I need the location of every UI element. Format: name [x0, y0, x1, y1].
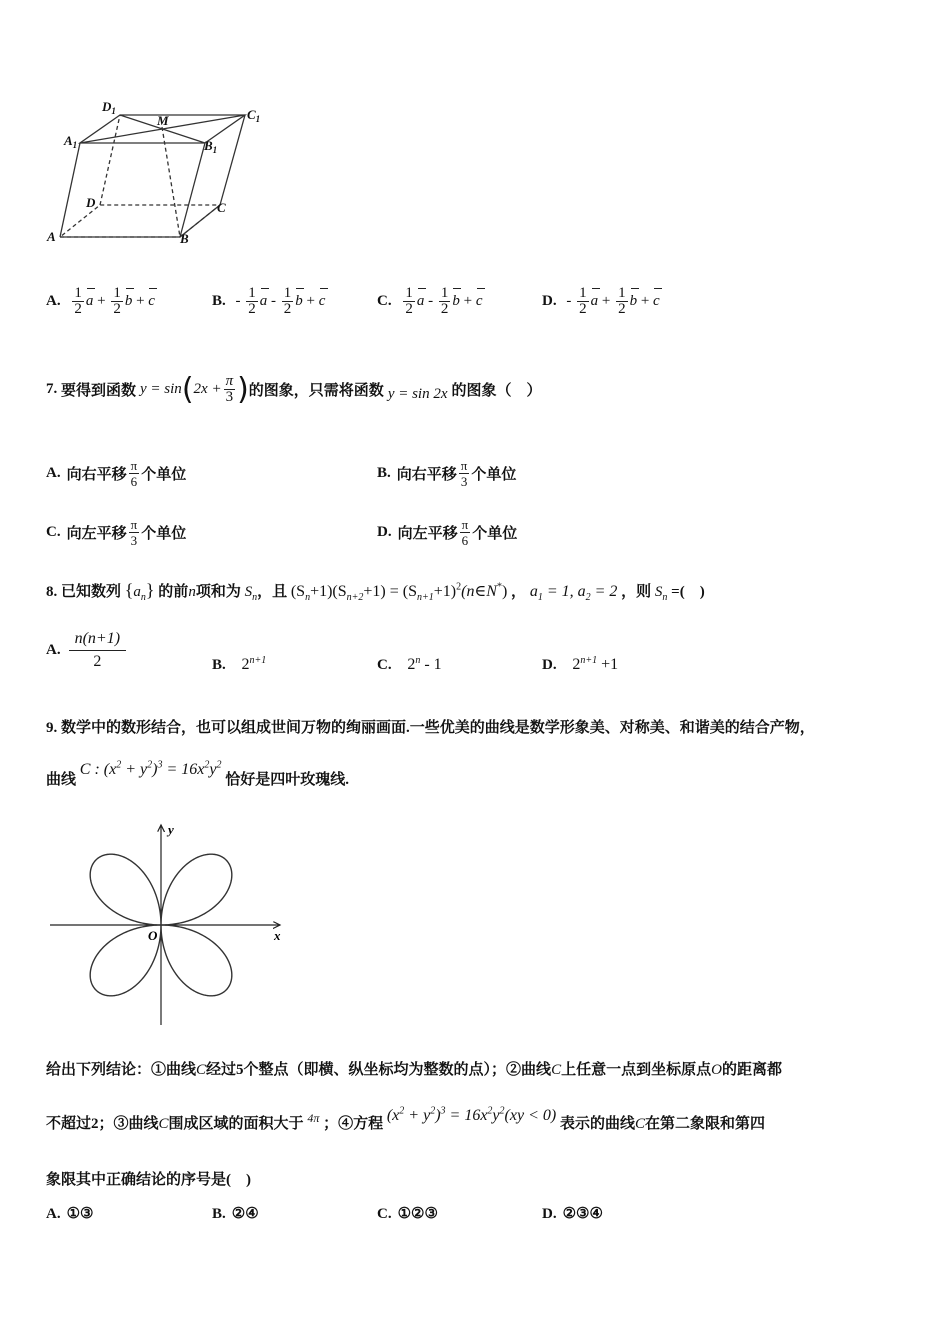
label-A: A	[47, 229, 56, 244]
q7-option-a[interactable]: A. 向右平移 $\frac{\pi}{6}$ 个单位	[46, 458, 187, 489]
q9-option-b[interactable]: B. ②④	[212, 1206, 259, 1222]
four-leaf-rose-figure	[48, 820, 298, 1030]
label-D: D	[86, 195, 96, 210]
q9-stem-line2: 曲线 C : $(x^2 + y^2)^3 = 16x^2y^2$ 恰好是四叶玫瑰线.	[46, 759, 349, 788]
base-back-edges	[60, 205, 220, 237]
q6-option-a[interactable]: A. $\frac{1}{2}$ a + $\frac{1}{2}$ b + c	[46, 285, 155, 317]
q6-option-c[interactable]: C. $\frac{1}{2}$ a - $\frac{1}{2}$ b + c	[377, 285, 483, 317]
label-B: B	[180, 231, 189, 246]
label-C: C	[217, 200, 226, 215]
q9-option-c[interactable]: C. ①②③	[377, 1206, 438, 1222]
q9-conclusions-line2: 不超过2；③曲线C围成区域的面积大于 $^{4\pi}$ ；④方程 $(x^2 + y^2)^3 = 16x^2y^2(xy < 0)$ 表示的曲线C在第二象限和第四	[46, 1105, 765, 1132]
label-B1: $B_1$	[204, 138, 218, 155]
q8-option-c[interactable]: C. 2$^n$ - 1	[377, 655, 442, 673]
q8-stem: 8. 已知数列 $\{a_n\}$ 的前n项和为 $S_n$，且 $(S_n+1)(S_{n+2}+1)$ = $(S_{n+1}+1)^2(n\in N^*)$ ， $a_1 = 1$, $a_2 = 2$ ，则 $S_n$ =( )	[46, 580, 705, 604]
origin-label: O	[148, 928, 158, 943]
parallelepiped-figure	[40, 95, 280, 255]
q7-stem: 7. 要得到函数 y = sin ( 2x + $\frac{\pi}{3}$ ) 的图象，只需将函数 y = sin 2x 的图象（ ）	[46, 371, 542, 407]
q8-option-a[interactable]: A. $\frac{n(n+1)}{2}$	[46, 628, 128, 673]
label-D1: $D_1$	[102, 99, 116, 116]
y-axis-label: y	[168, 822, 174, 837]
q8-option-b[interactable]: B. $2^{n+1}$	[212, 655, 267, 673]
q7-option-c[interactable]: C. 向左平移 $\frac{\pi}{3}$ 个单位	[46, 517, 187, 548]
label-A1: $A_1$	[64, 133, 78, 150]
q9-conclusions-line1: 给出下列结论：①曲线C经过5个整点（即横、纵坐标均为整数的点）；②曲线C上任意一点到坐标原点O的距离都	[46, 1062, 782, 1078]
q9-option-a[interactable]: A. ①③	[46, 1206, 94, 1222]
q7-option-b[interactable]: B. 向右平移 $\frac{\pi}{3}$ 个单位	[377, 458, 517, 489]
q8-option-d[interactable]: D. $2^{n+1} +1$	[542, 655, 619, 673]
q9-option-d[interactable]: D. ②③④	[542, 1206, 603, 1222]
label-C1: $C_1$	[247, 107, 261, 124]
q7-option-d[interactable]: D. 向左平移 $\frac{\pi}{6}$ 个单位	[377, 517, 518, 548]
q6-option-b[interactable]: B. - $\frac{1}{2}$ a - $\frac{1}{2}$ b + c	[212, 285, 326, 317]
label-M: M	[157, 113, 169, 128]
q6-option-d[interactable]: D. - $\frac{1}{2}$ a + $\frac{1}{2}$ b + c	[542, 285, 660, 317]
q9-stem-line1: 9. 数学中的数形结合，也可以组成世间万物的绚丽画面.一些优美的曲线是数学形象美、对称美、和谐美的结合产物，	[46, 720, 815, 736]
x-axis-label: x	[274, 928, 281, 943]
q9-conclusions-line3: 象限其中正确结论的序号是( )	[46, 1172, 251, 1188]
